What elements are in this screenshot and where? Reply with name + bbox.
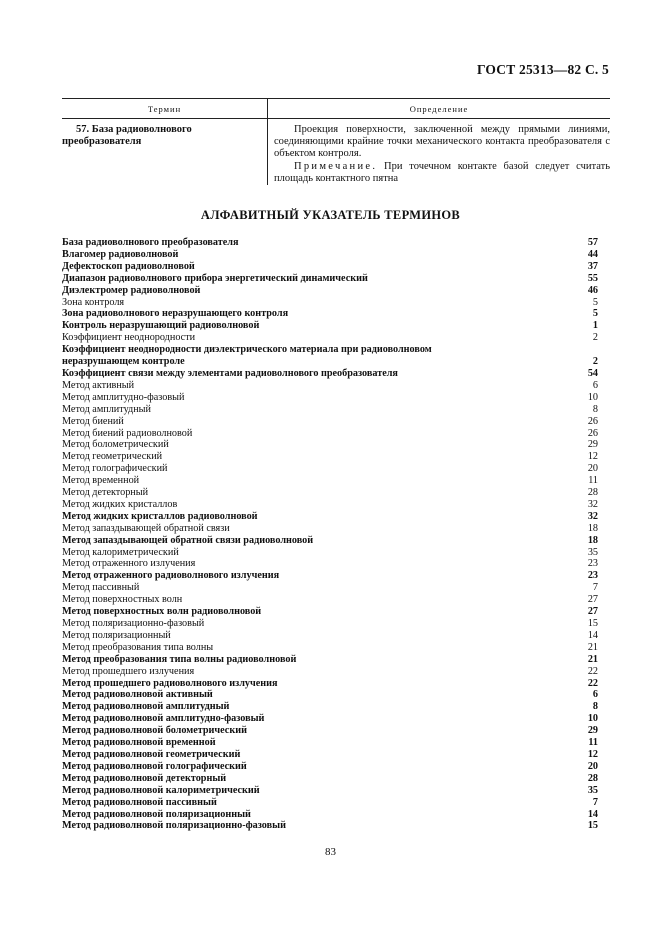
- index-entry-term: Метод радиоволновой болометрический: [62, 725, 247, 737]
- index-entry-term: Влагомер радиоволновой: [62, 248, 179, 260]
- index-entry-term: Метод радиоволновой поляризационно-фазовый: [62, 820, 286, 832]
- index-entry-number: 32: [587, 498, 598, 510]
- index-entry: [62, 594, 598, 606]
- index-entry: [62, 463, 598, 475]
- index-entry-number: 29: [587, 439, 598, 451]
- index-entry: [62, 618, 598, 630]
- index-entry-number: 26: [587, 415, 598, 427]
- index-entry-number: 28: [587, 772, 598, 784]
- index-entry-term: Метод болометрический: [62, 439, 169, 451]
- index-entry-number: 5: [592, 296, 598, 308]
- index-entry: [62, 428, 598, 440]
- index-entry-number: 6: [592, 379, 598, 391]
- index-entry: [62, 547, 598, 559]
- index-entry-number: 10: [587, 713, 598, 725]
- index-entry-term: Метод временной: [62, 475, 140, 487]
- index-entry-term: Метод радиоволновой амплитудно-фазовый: [62, 713, 265, 725]
- index-entry: [62, 689, 598, 701]
- index-entry: [62, 630, 598, 642]
- index-entry-term: Метод прошедшего радиоволнового излучения: [62, 677, 278, 689]
- index-entry-number: 21: [587, 653, 598, 665]
- index-entry: [62, 392, 598, 404]
- index-entry-number: 14: [587, 808, 598, 820]
- index-entry: [62, 308, 598, 320]
- index-entry-term: Коэффициент неоднородности: [62, 332, 196, 344]
- index-entry-number: 32: [587, 510, 598, 522]
- index-entry-number: 26: [587, 427, 598, 439]
- index-entry: [62, 499, 598, 511]
- index-entry: [62, 344, 598, 368]
- index-entry-number: 20: [587, 463, 598, 475]
- index-entry: [62, 451, 598, 463]
- index-entry: [62, 285, 598, 297]
- index-entry: [62, 701, 598, 713]
- index-entry-term: Метод радиоволновой голографический: [62, 760, 247, 772]
- index-entry-term: Метод радиоволновой временной: [62, 737, 216, 749]
- index-entry-term: Метод детекторный: [62, 487, 149, 499]
- column-header-definition: Определение: [268, 99, 611, 119]
- index-entry-term: Метод запаздывающей обратной связи: [62, 522, 230, 534]
- index-entry: [62, 261, 598, 273]
- index-entry-term: Зона контроля: [62, 296, 125, 308]
- index-entry: [62, 570, 598, 582]
- index-entry: [62, 606, 598, 618]
- index-entry: [62, 713, 598, 725]
- index-entry-number: 35: [587, 784, 598, 796]
- index-entry: [62, 273, 598, 285]
- index-entry-number: 15: [587, 618, 598, 629]
- index-entry: [62, 237, 598, 249]
- index-entry-number: 22: [587, 665, 598, 677]
- index-entry-term: Метод жидких кристаллов: [62, 498, 178, 510]
- index-entry: [62, 761, 598, 773]
- index-entry-term: Метод отраженного радиоволнового излучения: [62, 570, 280, 582]
- index-entry: [62, 797, 598, 809]
- index-entry-term: Метод жидких кристаллов радиоволновой: [62, 510, 258, 522]
- index-entry: [62, 785, 598, 797]
- index-entry: [62, 773, 598, 785]
- index-entry-number: 7: [592, 582, 598, 594]
- index-entry: [62, 249, 598, 261]
- index-title: АЛФАВИТНЫЙ УКАЗАТЕЛЬ ТЕРМИНОВ: [200, 208, 461, 222]
- index-entry-term: Метод радиоволновой амплитудный: [62, 701, 230, 713]
- note-text: При точечном контакте базой следует считать площадь контактного пятна: [274, 160, 610, 184]
- index-entry: [62, 320, 598, 332]
- index-entry: [62, 416, 598, 428]
- index-entry-number: 15: [587, 820, 598, 832]
- index-entry-number: 23: [587, 570, 598, 582]
- index-entry-number: 7: [592, 796, 598, 808]
- index-entry-term: Контроль неразрушающий радиоволновой: [62, 320, 260, 332]
- index-entry: [62, 642, 598, 654]
- index-entry-number: 12: [587, 748, 598, 760]
- index-entry: [62, 380, 598, 392]
- index-entry-term: Диэлектромер радиоволновой: [62, 284, 201, 296]
- index-entry-number: 18: [587, 534, 598, 546]
- index-entry: [62, 523, 598, 535]
- index-entry: [62, 582, 598, 594]
- definition-table: [62, 98, 610, 185]
- index-entry: [62, 678, 598, 690]
- index-entry-term: Метод амплитудный: [62, 403, 151, 415]
- index-entry: [62, 511, 598, 523]
- index-entry-number: 37: [587, 260, 598, 272]
- index-entry-term: Метод радиоволновой калориметрический: [62, 784, 260, 796]
- index-entry-number: 57: [587, 237, 598, 248]
- index-entry-number: 6: [592, 689, 598, 701]
- index-entry: [62, 749, 598, 761]
- index-entry: [62, 558, 598, 570]
- index-entry-number: 44: [587, 248, 598, 260]
- index-entry-term: Метод активный: [62, 379, 135, 391]
- index-entry-term: Метод преобразования типа волны радиоволновой: [62, 653, 297, 665]
- index-entry: [62, 725, 598, 737]
- index-entry-term: Метод радиоволновой пассивный: [62, 796, 217, 808]
- index-entry-number: 54: [587, 367, 598, 379]
- index-entry-term: Метод поверхностных волн радиоволновой: [62, 606, 262, 618]
- index-entry-term: Коэффициент связи между элементами радиоволнового преобразователя: [62, 367, 398, 379]
- index-entry-term: Метод преобразования типа волны: [62, 641, 214, 653]
- index-entry-number: 11: [588, 737, 598, 749]
- index-entry: [62, 475, 598, 487]
- index-entry-term: Метод пассивный: [62, 582, 140, 594]
- note-label: Примечание.: [294, 160, 378, 172]
- index-entry: [62, 654, 598, 666]
- index-entry-term: Метод радиоволновой детекторный: [62, 772, 227, 784]
- index-entry-term: Метод геометрический: [62, 451, 163, 463]
- index-entry-number: 29: [587, 725, 598, 737]
- index-entry-number: 27: [587, 606, 598, 618]
- index-entry-term: Метод радиоволновой поляризационный: [62, 808, 251, 820]
- alphabetical-index: [62, 237, 598, 832]
- index-entry: [62, 404, 598, 416]
- index-entry-number: 1: [592, 320, 598, 332]
- index-entry: [62, 297, 598, 309]
- index-entry-number: 27: [587, 594, 598, 606]
- index-entry-number: 20: [587, 760, 598, 772]
- index-entry: [62, 809, 598, 821]
- index-entry-term: Метод биений: [62, 415, 124, 427]
- index-entry-number: 21: [587, 641, 598, 653]
- page-number: 83: [325, 846, 336, 858]
- index-entry-number: 8: [592, 701, 598, 713]
- index-entry-term: Метод радиоволновой активный: [62, 689, 213, 701]
- index-entry-number: 35: [587, 546, 598, 558]
- index-entry-number: 46: [587, 284, 598, 296]
- definition-cell: [268, 119, 611, 186]
- index-entry-number: 18: [587, 522, 598, 534]
- index-entry-term: Метод голографический: [62, 463, 168, 475]
- table-row: [62, 119, 610, 186]
- index-entry-term: Коэффициент неоднородности диэлектрического материала при радиоволновом неразрушающем контроле: [62, 344, 432, 368]
- index-entry-number: 23: [587, 558, 598, 570]
- index-entry: [62, 820, 598, 832]
- index-entry-number: 11: [588, 475, 598, 487]
- index-entry: [62, 332, 598, 344]
- index-entry-number: 5: [592, 308, 598, 320]
- index-entry-number: 2: [592, 332, 598, 344]
- index-entry-number: 14: [587, 629, 598, 641]
- index-entry-term: Метод поверхностных волн: [62, 594, 183, 606]
- index-entry-term: Метод запаздывающей обратной связи радиоволновой: [62, 534, 314, 546]
- index-entry-number: 55: [587, 272, 598, 284]
- definition-text: Проекция поверхности, заключенной между прямыми линиями, соединяющими крайние точки механического контакта преобразователя с объектом контроля.: [274, 124, 610, 160]
- index-entry-number: 22: [587, 677, 598, 689]
- index-entry-term: Метод биений радиоволновой: [62, 427, 193, 439]
- document-header: ГОСТ 25313—82 С. 5: [476, 62, 609, 77]
- index-entry-term: Зона радиоволнового неразрушающего контроля: [62, 308, 289, 320]
- index-entry: [62, 439, 598, 451]
- index-entry-term: Метод отраженного излучения: [62, 558, 196, 570]
- index-entry-term: Диапазон радиоволнового прибора энергетический динамический: [62, 272, 368, 284]
- index-entry-number: 12: [587, 451, 598, 463]
- index-entry-number: 8: [592, 403, 598, 415]
- index-entry-term: Метод поляризационно-фазовый: [62, 618, 205, 629]
- index-entry-term: Метод амплитудно-фазовый: [62, 391, 185, 403]
- index-entry: [62, 368, 598, 380]
- index-entry-number: 2: [592, 356, 598, 368]
- index-entry-number: 28: [587, 487, 598, 499]
- index-entry-term: Метод поляризационный: [62, 629, 171, 641]
- note: [274, 161, 610, 185]
- column-header-term: Термин: [62, 99, 268, 119]
- index-entry: [62, 535, 598, 547]
- index-entry: [62, 666, 598, 678]
- index-entry-term: Метод радиоволновой геометрический: [62, 748, 241, 760]
- index-entry: [62, 737, 598, 749]
- index-entry-term: Дефектоскоп радиоволновой: [62, 260, 195, 272]
- index-entry-number: 10: [587, 391, 598, 403]
- index-entry-term: Метод прошедшего излучения: [62, 665, 195, 677]
- index-entry: [62, 487, 598, 499]
- index-entry-term: База радиоволнового преобразователя: [62, 237, 239, 248]
- term-cell: 57. База радиоволнового преобразователя: [62, 119, 268, 186]
- index-entry-term: Метод калориметрический: [62, 546, 179, 558]
